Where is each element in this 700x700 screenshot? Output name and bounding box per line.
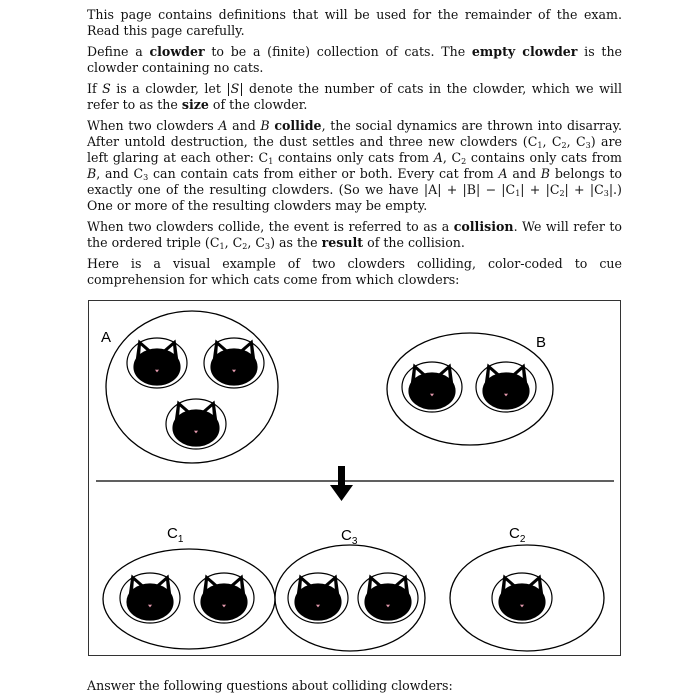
label-c2: $C_2$ — [509, 525, 526, 545]
definitions-text — [87, 7, 622, 293]
size-definition: If S is a clowder, let |S| denote the number of cats in the clowder, which we will refer to as the size of the clowder. — [87, 81, 622, 112]
white-cat-icon — [173, 402, 219, 446]
white-cat-icon — [201, 576, 247, 620]
white-cat-icon — [127, 576, 173, 620]
gray-cat-icon — [365, 576, 411, 620]
white-cat-icon — [211, 341, 257, 385]
collision-diagram — [89, 301, 622, 657]
visual-example-paragraph: Here is a visual example of two clowders colliding, color-coded to cue comprehension for which cats come from which clowders: — [87, 256, 622, 287]
arrow-down-icon — [330, 466, 353, 501]
gray-cat-icon — [409, 365, 455, 409]
gray-cat-icon — [483, 365, 529, 409]
clowder-definition: Define a clowder to be a (finite) collection of cats. The empty clowder is the clowder containing no cats. — [87, 44, 623, 75]
label-c3: $C_3$ — [341, 527, 358, 547]
intro-paragraph: This page contains definitions that will be used for the remainder of the exam. Read this page carefully. — [87, 7, 622, 38]
label-c1: $C_1$ — [167, 525, 184, 545]
label-a: A — [101, 329, 112, 346]
questions-intro: Answer the following questions about colliding clowders: — [87, 678, 453, 693]
label-b: B — [536, 334, 547, 351]
collision-figure — [88, 300, 621, 656]
collide-definition: When two clowders A and B collide, the social dynamics are thrown into disarray. After untold destruction, the dust settles and three new clowders ($C_1$, $C_2$, $C_3$) are left glaring at each other: $C_1$ contains only cats from A, $C_2$ contains only cats from B, and $C_3$ can contain cats from either or both. Every cat from A and B belongs to exactly one of the resulting clowders. (So we have $|A| + |B| - |C_1| + |C_2| + |C_3|$.) One or more of the resulting clowders may be empty. — [87, 118, 623, 213]
white-cat-icon — [134, 341, 180, 385]
gray-cat-icon — [499, 576, 545, 620]
collision-definition: When two clowders collide, the event is referred to as a collision. We will refer to the ordered triple ($C_1$, $C_2$, $C_3$) as the result of the collision. — [87, 219, 623, 251]
white-cat-icon — [295, 576, 341, 620]
